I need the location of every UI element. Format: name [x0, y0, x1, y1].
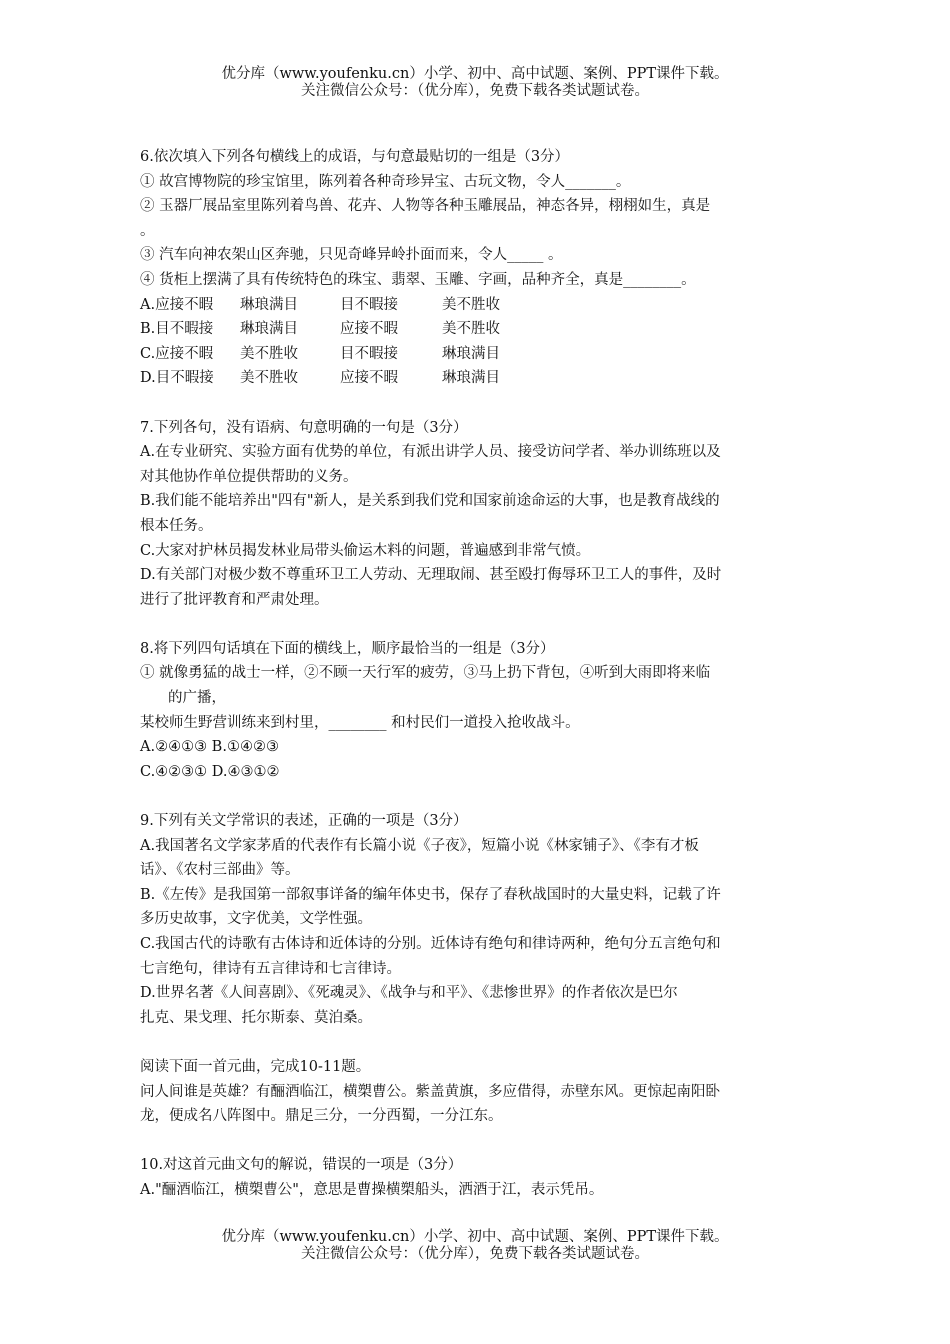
q9-stem: 9.下列有关文学常识的表述，正确的一项是（3分） — [140, 813, 468, 830]
q9-option-c[interactable]: C.我国古代的诗歌有古体诗和近体诗的分别。近体诗有绝句和律诗两种，绝句分五言绝句和 — [140, 936, 721, 952]
q7-option-a-cont: 对其他协作单位提供帮助的义务。 — [140, 468, 358, 485]
q8-options-row-2[interactable]: C.④②③① D.④③①② — [140, 763, 280, 780]
q8-sentence: 某校师生野营训练来到村里，________ 和村民们一道投入抢收战斗。 — [140, 714, 580, 731]
q7-option-c[interactable]: C.大家对护林员揭发林业局带头偷运木料的问题，普遍感到非常气愤。 — [140, 542, 591, 559]
q6-sentence-3: ③ 汽车向神农架山区奔驰，只见奇峰异岭扑面而来，令人_____ 。 — [140, 247, 563, 264]
reading-poem-line-1: 问人间谁是英雄？有酾酒临江，横槊曹公。紫盖黄旗，多应借得，赤壁东风。更惊起南阳卧 — [140, 1083, 720, 1100]
q9-option-b-cont: 多历史故事，文字优美，文学性强。 — [140, 911, 372, 928]
q8-items-cont: 的广播， — [168, 690, 226, 707]
q6-sentence-2: ② 玉器厂展品室里陈列着鸟兽、花卉、人物等各种玉雕展品，神态各异，栩栩如生，真是 — [140, 198, 711, 215]
q6-option-a[interactable]: A.应接不暇 琳琅满目 目不暇接 美不胜收 — [140, 296, 500, 313]
q6-sentence-2-end: 。 — [140, 222, 155, 239]
q6-option-b[interactable]: B.目不暇接 琳琅满目 应接不暇 美不胜收 — [140, 321, 500, 338]
reading-poem-line-2: 龙，便成名八阵图中。鼎足三分，一分西蜀，一分江东。 — [140, 1108, 503, 1125]
footer-line-2: 关注微信公众号：（优分库），免费下载各类试题试卷。 — [301, 1246, 649, 1262]
q6-stem: 6.依次填入下列各句横线上的成语，与句意最贴切的一组是（3分） — [140, 149, 570, 165]
q9-option-c-cont: 七言绝句，律诗有五言律诗和七言律诗。 — [140, 960, 401, 977]
q7-option-b[interactable]: B.我们能不能培养出"四有"新人，是关系到我们党和国家前途命运的大事，也是教育战线的 — [140, 493, 720, 510]
q6-sentence-1: ① 故宫博物院的珍宝馆里，陈列着各种奇珍异宝、古玩文物，令人_______。 — [140, 173, 631, 190]
page-header — [0, 66, 950, 100]
q6-sentence-4: ④ 货柜上摆满了具有传统特色的珠宝、翡翠、玉雕、字画，品种齐全，真是________。 — [140, 271, 696, 288]
q7-option-d[interactable]: D.有关部门对极少数不尊重环卫工人劳动、无理取闹、甚至殴打侮辱环卫工人的事件，及时 — [140, 567, 722, 584]
q9-option-a[interactable]: A.我国著名文学家茅盾的代表作有长篇小说《子夜》，短篇小说《林家铺子》、《李有才板 — [140, 837, 699, 854]
q7-option-b-cont: 根本任务。 — [140, 517, 213, 534]
q7-option-a[interactable]: A.在专业研究、实验方面有优势的单位，有派出讲学人员、接受访问学者、举办训练班以及 — [140, 444, 721, 461]
q8-options-row-1[interactable]: A.②④①③ B.①④②③ — [140, 739, 279, 756]
exam-body — [140, 145, 820, 1203]
q9-option-d[interactable]: D.世界名著《人间喜剧》、《死魂灵》、《战争与和平》、《悲惨世界》的作者依次是巴尔 — [140, 985, 678, 1002]
q7-stem: 7.下列各句，没有语病、句意明确的一句是（3分） — [140, 419, 468, 436]
reading-intro: 阅读下面一首元曲，完成10-11题。 — [140, 1058, 371, 1075]
q10-option-a[interactable]: A."酾酒临江，横槊曹公"，意思是曹操横槊船头，洒酒于江，表示凭吊。 — [140, 1181, 604, 1198]
page-footer — [0, 1229, 950, 1263]
q8-items: ① 就像勇猛的战士一样，②不顾一天行军的疲劳，③马上扔下背包，④听到大雨即将来临 — [140, 665, 711, 682]
q9-option-a-cont: 话》、《农村三部曲》等。 — [140, 862, 300, 879]
q7-option-d-cont: 进行了批评教育和严肃处理。 — [140, 591, 329, 608]
q8-stem: 8.将下列四句话填在下面的横线上，顺序最恰当的一组是（3分） — [140, 640, 555, 657]
q6-option-c[interactable]: C.应接不暇 美不胜收 目不暇接 琳琅满目 — [140, 345, 500, 362]
header-line-1: 优分库（www.youfenku.cn）小学、初中、高中试题、案例、PPT课件下载。 — [221, 66, 729, 82]
q6-option-d[interactable]: D.目不暇接 美不胜收 应接不暇 琳琅满目 — [140, 370, 500, 387]
header-line-2: 关注微信公众号：（优分库），免费下载各类试题试卷。 — [301, 83, 649, 99]
q6-options — [140, 293, 820, 391]
q9-option-d-cont: 扎克、果戈理、托尔斯泰、莫泊桑。 — [140, 1009, 372, 1026]
q9-option-b[interactable]: B.《左传》是我国第一部叙事详备的编年体史书，保存了春秋战国时的大量史料，记载了许 — [140, 886, 721, 903]
q10-stem: 10.对这首元曲文句的解说，错误的一项是（3分） — [140, 1157, 463, 1174]
footer-line-1: 优分库（www.youfenku.cn）小学、初中、高中试题、案例、PPT课件下载。 — [221, 1229, 729, 1245]
